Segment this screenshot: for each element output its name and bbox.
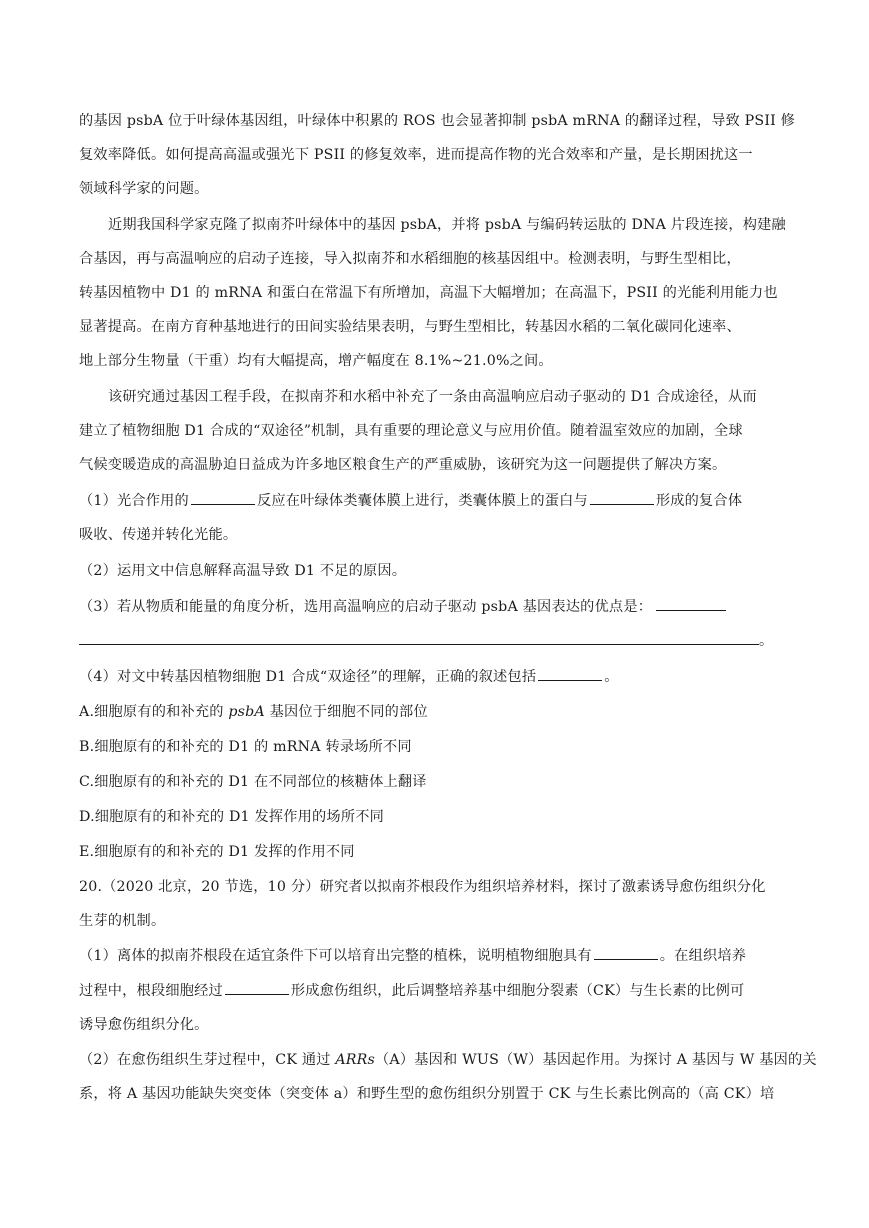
para2-line5: 地上部分生物量（干重）均有大幅提高，增产幅度在 8.1%~21.0%之间。 (79, 353, 553, 369)
question-20-1-line3: 诱导愈伤组织分化。 (79, 1017, 209, 1033)
para2-line4: 显著提高。在南方育种基地进行的田间实验结果表明，与野生型相比，转基因水稻的二氧化碳同化速率、 (79, 319, 741, 335)
question-2: （2）运用文中信息解释高温导致 D1 不足的原因。 (79, 563, 407, 579)
answer-blank-3[interactable] (656, 598, 726, 611)
answer-blank-6[interactable] (225, 982, 289, 995)
question-3-line2: 。 (79, 632, 773, 650)
para1-line2: 复效率降低。如何提高高温或强光下 PSII 的修复效率，进而提高作物的光合效率和产量，是长期困扰这一 (79, 147, 753, 163)
para2-line2: 合基因，再与高温响应的启动子连接，导入拟南芥和水稻细胞的核基因组中。检测表明，与野生型相比， (79, 251, 741, 267)
answer-blank-4[interactable] (538, 668, 602, 681)
question-20-1: （1）离体的拟南芥根段在适宜条件下可以培育出完整的植株，说明植物细胞具有 。在组织培养 (79, 948, 747, 964)
answer-blank-3-continued[interactable] (79, 632, 759, 645)
question-4: （4）对文中转基因植物细胞 D1 合成“双途径”的理解，正确的叙述包括 。 (79, 669, 619, 685)
question-20-line1: 20.（2020 北京，20 节选，10 分）研究者以拟南芥根段作为组织培养材料，探讨了激素诱导愈伤组织分化 (79, 879, 766, 895)
para3-line1: 该研究通过基因工程手段，在拟南芥和水稻中补充了一条由高温响应启动子驱动的 D1 合成途径，从而 (108, 389, 757, 405)
option-d[interactable]: D.细胞原有的和补充的 D1 发挥作用的场所不同 (79, 809, 384, 825)
para1-line3: 领域科学家的问题。 (79, 181, 209, 197)
answer-blank-1[interactable] (191, 492, 255, 505)
para1-line1: 的基因 psbA 位于叶绿体基因组，叶绿体中积累的 ROS 也会显著抑制 psbA mRNA 的翻译过程，导致 PSII 修 (79, 113, 796, 129)
option-c[interactable]: C.细胞原有的和补充的 D1 在不同部位的核糖体上翻译 (79, 774, 427, 790)
option-a[interactable]: A.细胞原有的和补充的 psbA 基因位于细胞不同的部位 (79, 704, 428, 720)
answer-blank-2[interactable] (590, 492, 654, 505)
answer-blank-5[interactable] (594, 947, 658, 960)
para3-line2: 建立了植物细胞 D1 合成的“双途径”机制，具有重要的理论意义与应用价值。随着温室效应的加剧，全球 (79, 423, 743, 439)
question-20-1-line2: 过程中，根段细胞经过 形成愈伤组织，此后调整培养基中细胞分裂素（CK）与生长素的比例可 (79, 983, 745, 999)
question-20-2-line2: 系，将 A 基因功能缺失突变体（突变体 a）和野生型的愈伤组织分别置于 CK 与生长素比例高的（高 CK）培 (79, 1086, 775, 1102)
para3-line3: 气候变暖造成的高温胁迫日益成为许多地区粮食生产的严重威胁，该研究为这一问题提供了解决方案。 (79, 457, 727, 473)
option-b[interactable]: B.细胞原有的和补充的 D1 的 mRNA 转录场所不同 (79, 739, 412, 755)
question-1-line2: 吸收、传递并转化光能。 (79, 527, 238, 543)
question-20-2: （2）在愈伤组织生芽过程中，CK 通过 ARRs（A）基因和 WUS（W）基因起作用。为探讨 A 基因与 W 基因的关 (79, 1052, 817, 1068)
para2-line1: 近期我国科学家克隆了拟南芥叶绿体中的基因 psbA，并将 psbA 与编码转运肽的 DNA 片段连接，构建融 (108, 217, 786, 233)
option-e[interactable]: E.细胞原有的和补充的 D1 发挥的作用不同 (79, 844, 355, 860)
question-3: （3）若从物质和能量的角度分析，选用高温响应的启动子驱动 psbA 基因表达的优点是： (79, 598, 726, 616)
para2-line3: 转基因植物中 D1 的 mRNA 和蛋白在常温下有所增加，高温下大幅增加；在高温下，PSII 的光能利用能力也 (79, 285, 778, 301)
question-1: （1）光合作用的 反应在叶绿体类囊体膜上进行，类囊体膜上的蛋白与 形成的复合体 (79, 493, 743, 509)
question-20-line2: 生芽的机制。 (79, 913, 166, 929)
